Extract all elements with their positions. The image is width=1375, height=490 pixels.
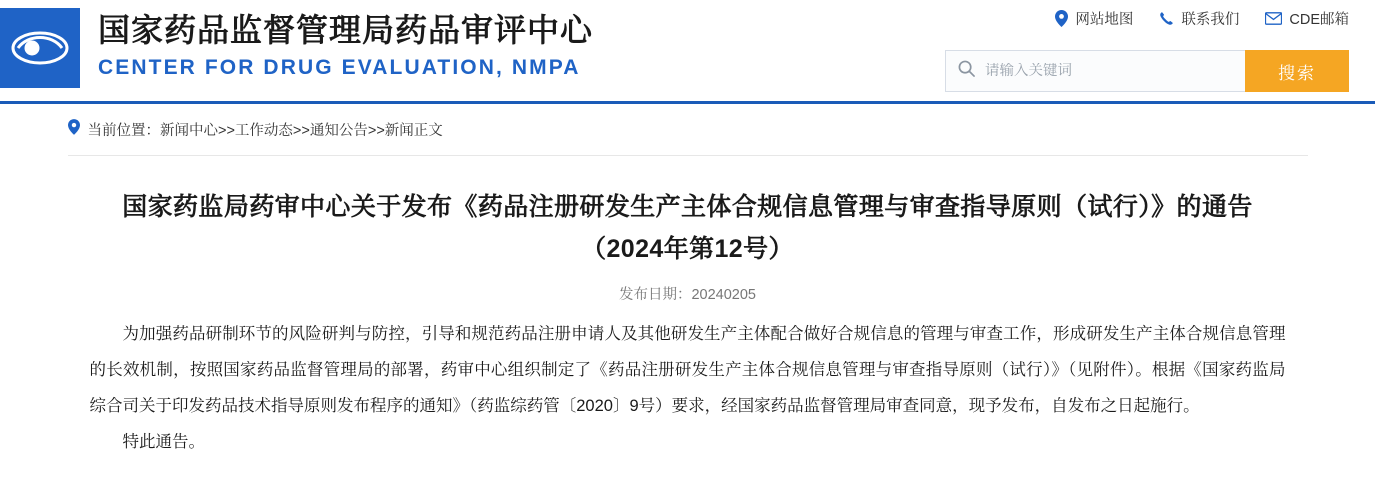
location-pin-icon [1055, 10, 1068, 27]
article [88, 156, 1288, 460]
article-body [88, 316, 1288, 460]
header-link-contact[interactable] [1159, 8, 1239, 29]
site-title-en: CENTER FOR DRUG EVALUATION, NMPA [98, 56, 581, 79]
breadcrumb [68, 104, 1308, 156]
site-header [0, 0, 1375, 104]
header-link-contact-label: 联系我们 [1181, 12, 1240, 28]
search-bar [945, 50, 1349, 92]
publish-date: 发布日期：20240205 [618, 287, 756, 303]
header-link-sitemap-label: 网站地图 [1075, 12, 1134, 28]
breadcrumb-location-pin-icon [68, 119, 80, 140]
site-logo[interactable] [0, 8, 80, 88]
cde-eye-logo-icon [10, 27, 70, 69]
header-link-mail[interactable] [1265, 8, 1349, 29]
breadcrumb-text[interactable]: 当前位置：新闻中心>>工作动态>>通知公告>>新闻正文 [87, 123, 443, 139]
header-link-sitemap[interactable] [1055, 8, 1133, 29]
article-paragraph: 特此通告。 [122, 433, 205, 451]
phone-icon [1159, 11, 1174, 26]
envelope-icon [1265, 12, 1282, 25]
search-icon [958, 60, 975, 82]
search-button[interactable]: 搜索 [1245, 50, 1349, 92]
header-links [1055, 8, 1349, 29]
site-title-cn: 国家药品监督管理局药品审评中心 [98, 12, 594, 48]
site-title-group [98, 9, 593, 81]
search-input[interactable] [985, 63, 1233, 79]
page-title: 国家药监局药审中心关于发布《药品注册研发生产主体合规信息管理与审查指导原则（试行）》的通告（2024年第12号） [122, 193, 1253, 263]
article-paragraph: 为加强药品研制环节的风险研判与防控，引导和规范药品注册申请人及其他研发生产主体配合做好合规信息的管理与审查工作，形成研发生产主体合规信息管理的长效机制，按照国家药品监督管理局的部署，药审中心组织制定了《药品注册研发生产主体合规信息管理与审查指导原则（试行）》（见附件）。根据《国家药监局综合司关于印发药品技术指导原则发布程序的通知》（药监综药管〔2020〕9号）要求，经国家药品监督管理局审查同意，现予发布，自发布之日起施行。 [89, 325, 1286, 415]
header-link-mail-label: CDE邮箱 [1289, 12, 1349, 28]
search-field-wrap[interactable] [945, 50, 1245, 92]
